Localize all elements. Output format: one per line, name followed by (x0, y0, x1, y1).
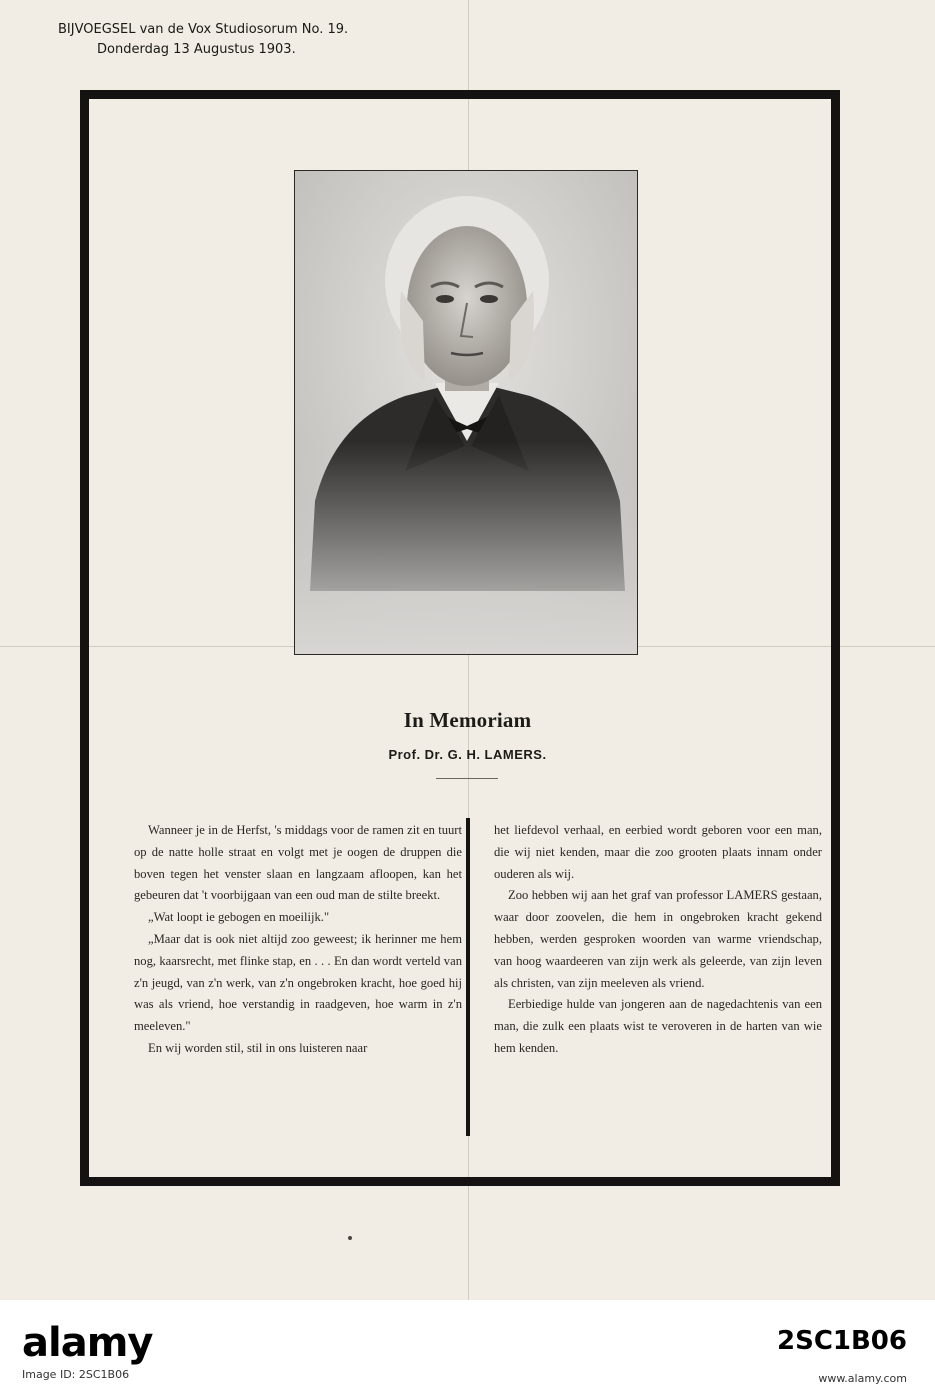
memorial-subtitle: Prof. Dr. G. H. LAMERS. (388, 747, 547, 762)
image-code: 2SC1B06 (777, 1326, 907, 1356)
text-column-left (134, 820, 462, 1060)
column-divider (466, 818, 470, 1136)
paragraph: Wanneer je in de Herfst, 's middags voor de ramen zit en tuurt op de natte holle straat en volgt met je oogen de druppen die boven tegen het venster slaan en langzaam afloopen, kan het gebeuren dat 't voorbijgaan van een oud man de stilte breekt. (134, 823, 462, 903)
alamy-logo: alamy (22, 1320, 153, 1366)
paragraph: Zoo hebben wij aan het graf van professor LAMERS gestaan, waar door zoovelen, die hem in ongebroken kracht gekend hebben, werden gesproken woorden van warme vriendschap, van hoog waardeeren van zijn werk als geleerde, van zijn leven als christen, van zijn meeleven als vriend. (494, 888, 822, 990)
image-id: Image ID: 2SC1B06 (22, 1368, 130, 1381)
ink-dot (348, 1236, 352, 1240)
paragraph: het liefdevol verhaal, en eerbied wordt geboren voor een man, die wij niet kenden, maar die zoo grooten plaats innam onder ouderen als wij. (494, 823, 822, 881)
site-url: www.alamy.com (818, 1372, 907, 1385)
title-rule (436, 778, 498, 779)
paragraph: Eerbiedige hulde van jongeren aan de nagedachtenis van een man, die zulk een plaats wist te veroveren in de harten van wie hem kenden. (494, 997, 822, 1055)
paragraph: En wij worden stil, stil in ons luisteren naar (148, 1040, 368, 1055)
header-line-1: BIJVOEGSEL van de Vox Studiosorum No. 19. (58, 22, 349, 37)
paragraph: „Wat loopt ie gebogen en moeilijk." (148, 910, 330, 925)
header-line-2: Donderdag 13 Augustus 1903. (97, 42, 296, 57)
portrait-photo (294, 170, 638, 655)
text-column-right (494, 820, 822, 1060)
memorial-title: In Memoriam (403, 708, 532, 732)
paragraph: „Maar dat is ook niet altijd zoo geweest; ik herinner me hem nog, kaarsrecht, met flinke stap, en . . . En dan wordt verteld van z'n jeugd, van z'n werk, van z'n ongebroken kracht, hoe goed hij was als vriend, hoe verstandig in raadgeven, hoe warm in z'n meeleven." (134, 931, 462, 1034)
